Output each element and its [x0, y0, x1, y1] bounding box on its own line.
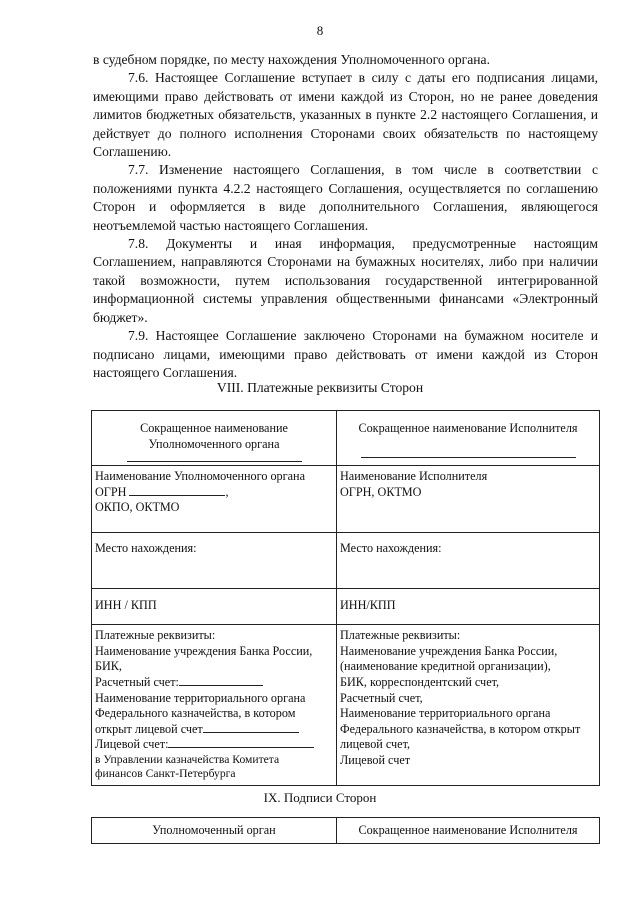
right-credit-org: (наименование кредитной организации),: [340, 659, 551, 674]
table-row: [92, 818, 600, 844]
left-name: Наименование Уполномоченного органа: [95, 469, 305, 484]
table-row: [92, 589, 600, 625]
left-bank-cell: [92, 625, 337, 786]
fill-line: [203, 732, 299, 733]
paragraph-7-6: 7.6. Настоящее Соглашение вступает в силу с даты его подписания лицами, имеющими право действовать от имени каждой из Сторон, но не ранее доведения лимитов бюджетных обязательств, указанных в пункте 2.2 настоящего Соглашения, и действует до полного исполнения Сторонами своих обязательств по настоящему Соглашению.: [93, 70, 598, 160]
left-name-cell: [92, 466, 337, 533]
left-personal-label: Лицевой счет:: [95, 737, 169, 752]
left-ogrn-label: ОГРН: [95, 484, 127, 499]
table-row: [92, 466, 600, 533]
right-location-cell: [337, 533, 600, 589]
signature-line: [361, 457, 576, 458]
header-right-label: Сокращенное наименование Исполнителя: [358, 421, 578, 435]
right-name-cell: [337, 466, 600, 533]
right-treasury-1: Наименование территориального органа: [340, 706, 551, 721]
paragraph-7-9: 7.9. Настоящее Соглашение заключено Сторонами на бумажном носителе и подписано лицами, имеющими право действовать от имени каждой из Сторон настоящего Соглашения.: [93, 328, 598, 380]
fill-line: [129, 495, 225, 496]
left-treasury-2: Федерального казначейства, в котором: [95, 706, 296, 721]
left-account-label: Расчетный счет:: [95, 674, 179, 689]
section-8-title: VIII. Платежные реквизиты Сторон: [216, 380, 424, 395]
header-left-label: Сокращенное наименование Уполномоченного органа: [140, 421, 288, 451]
right-account: Расчетный счет,: [340, 690, 423, 705]
left-bik: БИК,: [95, 659, 122, 674]
right-ogrn: ОГРН, ОКТМО: [340, 484, 422, 499]
header-left-cell: [92, 411, 337, 466]
left-inn-cell: [92, 589, 337, 625]
left-bank-title: Платежные реквизиты:: [95, 628, 216, 643]
left-bank-name: Наименование учреждения Банка России,: [95, 643, 313, 658]
payment-details-table: [91, 410, 600, 786]
left-inn: ИНН / КПП: [95, 598, 157, 613]
left-okpo: ОКПО, ОКТМО: [95, 500, 180, 515]
signature-left-cell: [92, 818, 337, 844]
paragraph-7-5-tail: в судебном порядке, по месту нахождения Уполномоченного органа.: [93, 52, 490, 67]
left-treasury-3: открыт лицевой счет: [95, 721, 203, 736]
table-row: [92, 533, 600, 589]
left-account-line: [95, 675, 333, 691]
left-ogrn-tail: ,: [225, 484, 229, 499]
right-inn: ИНН/КПП: [340, 598, 396, 613]
body-text: [93, 51, 598, 382]
right-inn-cell: [337, 589, 600, 625]
left-ogrn-line: [95, 485, 333, 501]
fill-line: [179, 685, 263, 686]
right-name: Наименование Исполнителя: [340, 469, 488, 484]
table-row: [92, 411, 600, 466]
left-personal-line: [95, 737, 333, 753]
right-bik: БИК, корреспондентский счет,: [340, 674, 500, 689]
signature-left-label: Уполномоченный орган: [152, 823, 276, 837]
right-treasury-3: лицевой счет,: [340, 737, 411, 752]
table-row: [92, 625, 600, 786]
right-location: Место нахождения:: [340, 541, 442, 556]
paragraph-7-7: 7.7. Изменение настоящего Соглашения, в том числе в соответствии с положениями пункта 4.2.2 настоящего Соглашения, осуществляется по соглашению Сторон и оформляется в виде дополнительного Соглашения, являющегося неотъемлемой частью настоящего Соглашения.: [93, 162, 598, 233]
right-bank-title: Платежные реквизиты:: [340, 628, 461, 643]
right-bank-cell: [337, 625, 600, 786]
right-treasury-2: Федерального казначейства, в котором открыт: [340, 721, 581, 736]
header-right-cell: [337, 411, 600, 466]
paragraph-7-8: 7.8. Документы и иная информация, предусмотренные настоящим Соглашением, направляются Сторонами на бумажных носителях, либо при наличии такой возможности, путем использования государственной интегрированной информационной системы управления общественными финансами «Электронный бюджет».: [93, 236, 598, 325]
fill-line: [168, 747, 314, 748]
left-dept-1: в Управлении казначейства Комитета: [95, 752, 280, 766]
left-location-cell: [92, 533, 337, 589]
left-treasury-1: Наименование территориального органа: [95, 690, 306, 705]
signature-right-cell: [337, 818, 600, 844]
left-location: Место нахождения:: [95, 541, 197, 556]
left-dept-2: финансов Санкт-Петербурга: [95, 767, 236, 781]
right-bank-name: Наименование учреждения Банка России,: [340, 643, 558, 658]
signature-line: [127, 461, 302, 462]
section-9-title: IX. Подписи Сторон: [263, 790, 377, 805]
right-personal: Лицевой счет: [340, 752, 411, 767]
signatures-table: [91, 817, 600, 844]
left-treasury-3-line: [95, 722, 333, 738]
signature-right-label: Сокращенное наименование Исполнителя: [358, 823, 578, 837]
page-number: 8: [316, 23, 324, 38]
